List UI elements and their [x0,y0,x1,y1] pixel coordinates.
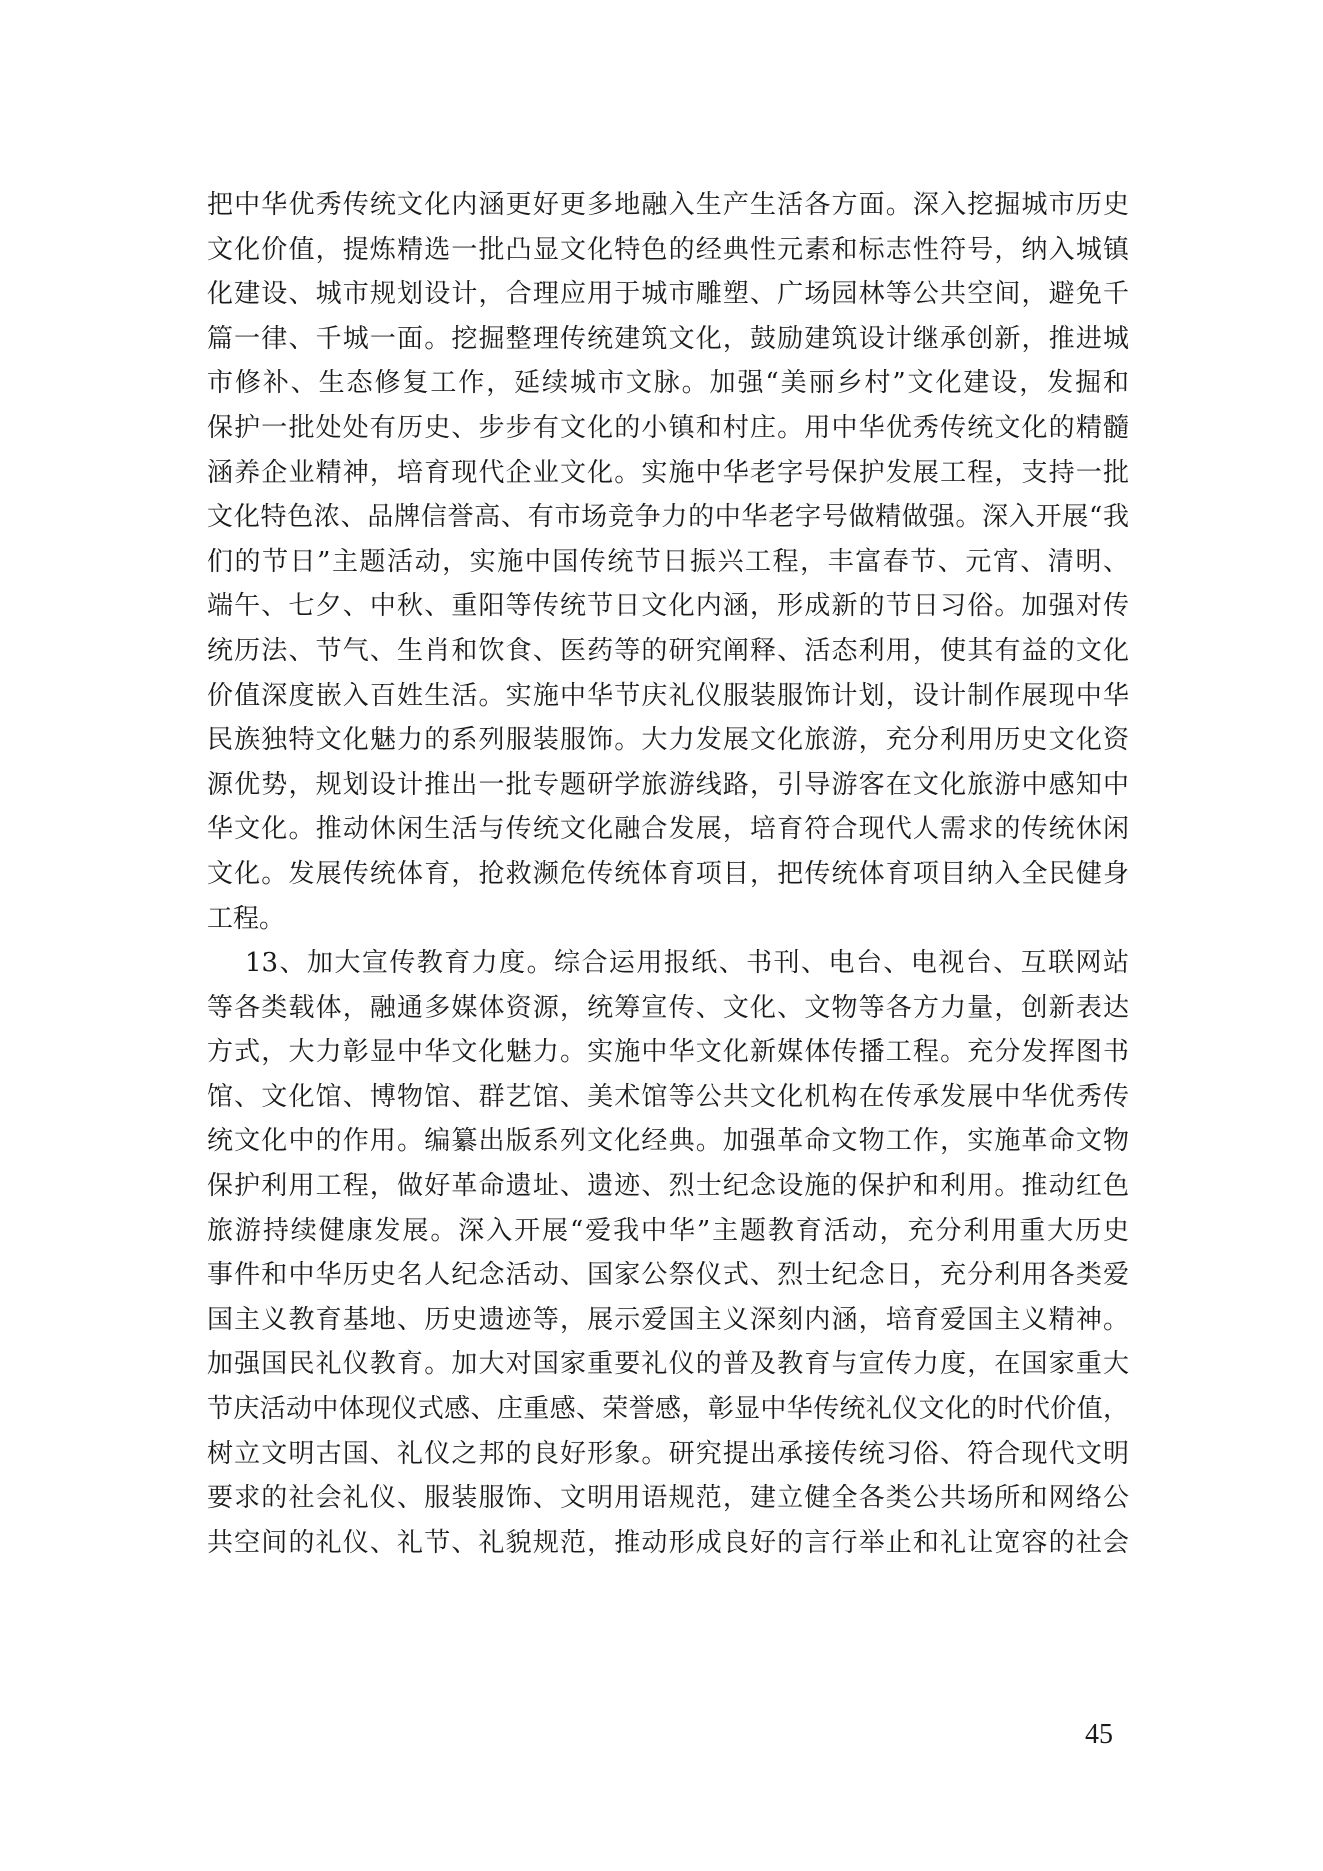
text-line: 们的节日”主题活动，实施中国传统节日振兴工程，丰富春节、元宵、清明、 [207,546,1129,577]
text-line-indented: 13、加大宣传教育力度。综合运用报纸、书刊、电台、电视台、互联网站 [245,948,1129,979]
page-number: 45 [1085,1719,1113,1750]
text-line: 端午、七夕、中秋、重阳等传统节日文化内涵，形成新的节日习俗。加强对传 [207,591,1129,622]
body-text [207,183,1129,1565]
text-line: 树立文明古国、礼仪之邦的良好形象。研究提出承接传统习俗、符合现代文明 [207,1438,1129,1469]
text-line: 篇一律、千城一面。挖掘整理传统建筑文化，鼓励建筑设计继承创新，推进城 [207,323,1129,354]
text-line: 涵养企业精神，培育现代企业文化。实施中华老字号保护发展工程，支持一批 [207,457,1129,488]
text-line: 方式，大力彰显中华文化魅力。实施中华文化新媒体传播工程。充分发挥图书 [207,1037,1129,1068]
text-line: 等各类载体，融通多媒体资源，统筹宣传、文化、文物等各方力量，创新表达 [207,992,1129,1023]
text-line: 民族独特文化魅力的系列服装服饰。大力发展文化旅游，充分利用历史文化资 [207,725,1129,756]
text-line: 源优势，规划设计推出一批专题研学旅游线路，引导游客在文化旅游中感知中 [207,769,1129,800]
text-line: 国主义教育基地、历史遗迹等，展示爱国主义深刻内涵，培育爱国主义精神。 [207,1304,1129,1335]
text-line: 统历法、节气、生肖和饮食、医药等的研究阐释、活态利用，使其有益的文化 [207,635,1129,666]
text-line: 馆、文化馆、博物馆、群艺馆、美术馆等公共文化机构在传承发展中华优秀传 [207,1081,1129,1112]
text-line: 华文化。推动休闲生活与传统文化融合发展，培育符合现代人需求的传统休闲 [207,814,1129,845]
text-line: 价值深度嵌入百姓生活。实施中华节庆礼仪服装服饰计划，设计制作展现中华 [207,680,1129,711]
text-line: 旅游持续健康发展。深入开展“爱我中华”主题教育活动，充分利用重大历史 [207,1215,1129,1246]
text-line: 市修补、生态修复工作，延续城市文脉。加强“美丽乡村”文化建设，发掘和 [207,368,1129,399]
text-line: 统文化中的作用。编纂出版系列文化经典。加强革命文物工作，实施革命文物 [207,1126,1129,1157]
text-line: 加强国民礼仪教育。加大对国家重要礼仪的普及教育与宣传力度，在国家重大 [207,1349,1129,1380]
text-line: 事件和中华历史名人纪念活动、国家公祭仪式、烈士纪念日，充分利用各类爱 [207,1260,1129,1291]
text-line: 工程。 [207,903,286,934]
text-line: 文化价值，提炼精选一批凸显文化特色的经典性元素和标志性符号，纳入城镇 [207,234,1129,265]
text-line: 节庆活动中体现仪式感、庄重感、荣誉感，彰显中华传统礼仪文化的时代价值， [207,1394,1129,1425]
text-line: 文化。发展传统体育，抢救濒危传统体育项目，把传统体育项目纳入全民健身 [207,858,1129,889]
text-line: 保护利用工程，做好革命遗址、遗迹、烈士纪念设施的保护和利用。推动红色 [207,1171,1129,1202]
text-line: 要求的社会礼仪、服装服饰、文明用语规范，建立健全各类公共场所和网络公 [207,1483,1129,1514]
text-line: 把中华优秀传统文化内涵更好更多地融入生产生活各方面。深入挖掘城市历史 [207,190,1129,220]
text-line: 共空间的礼仪、礼节、礼貌规范，推动形成良好的言行举止和礼让宽容的社会 [207,1527,1129,1558]
text-line: 保护一批处处有历史、步步有文化的小镇和村庄。用中华优秀传统文化的精髓 [207,412,1129,443]
text-line: 化建设、城市规划设计，合理应用于城市雕塑、广场园林等公共空间，避免千 [207,279,1129,310]
text-line: 文化特色浓、品牌信誉高、有市场竞争力的中华老字号做精做强。深入开展“我 [207,502,1129,533]
